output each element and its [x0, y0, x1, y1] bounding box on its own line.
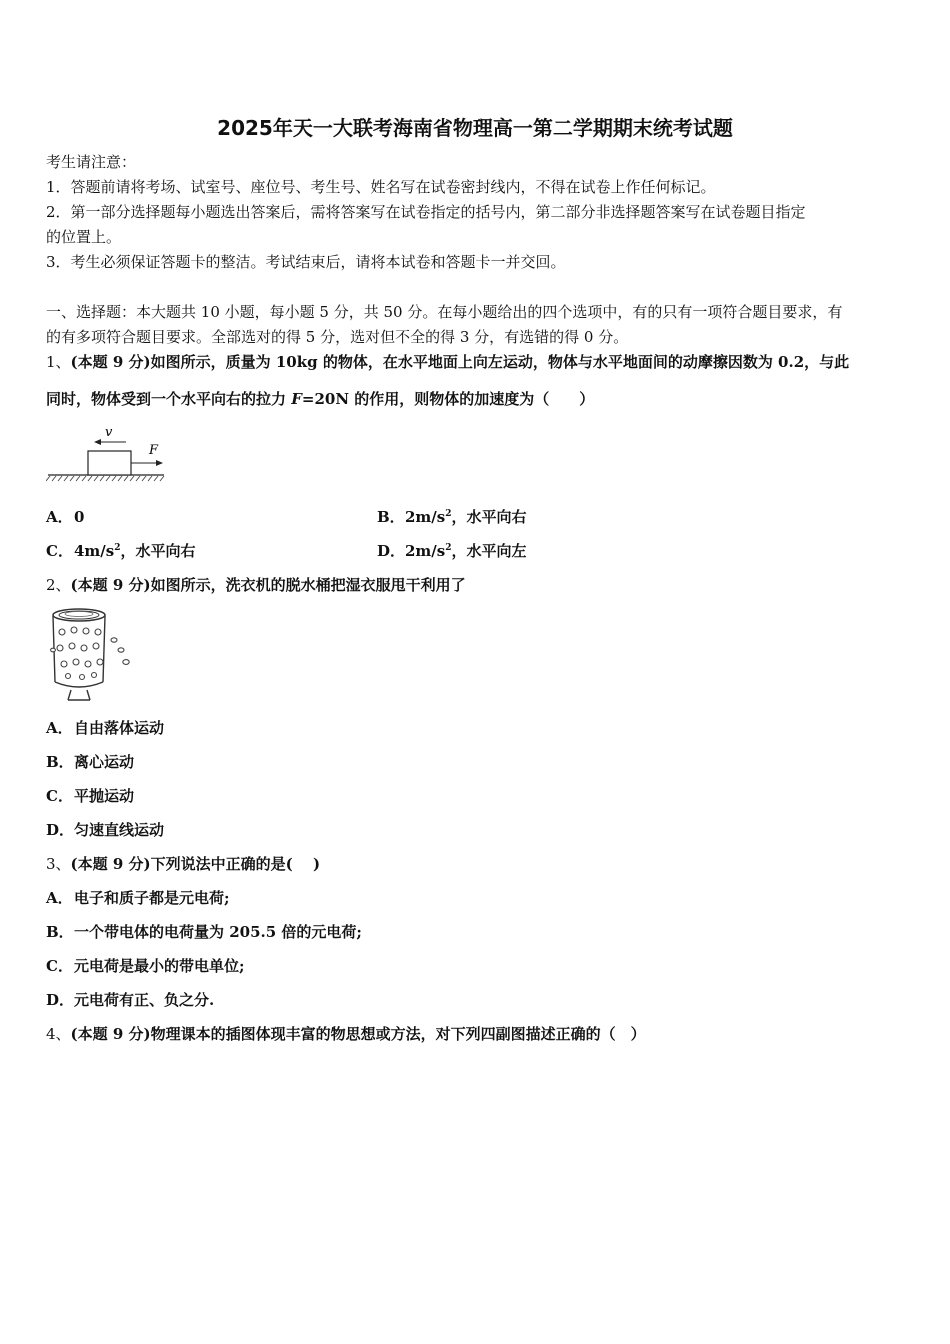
q1-option-c: C．$4m/s^2$，水平向右 — [46, 542, 196, 560]
q4-stem — [46, 1025, 908, 1043]
q3-option-b: B．一个带电体的电荷量为 205.5 倍的元电荷; — [46, 923, 362, 941]
q4-text: (本题 9 分)物理课本的插图体现丰富的物思想或方法，对下列四副图描述正确的（ ） — [70, 1025, 646, 1043]
q1-text-2a: 同时，物体受到一个水平向右的拉力 — [46, 390, 292, 408]
q1-stem-line2 — [46, 390, 908, 408]
section-intro-line1: 一、选择题：本大题共 10 小题，每小题 5 分，共 50 分。在每小题给出的四个选项中，有的只有一项符合题目要求，有 — [46, 303, 843, 321]
page-title: 2025年天一大联考海南省物理高一第二学期期末统考试题 — [217, 116, 733, 140]
q4-number: 4、 — [46, 1025, 71, 1043]
q3-stem — [46, 855, 908, 873]
q2-spin-dryer-figure — [46, 604, 138, 704]
q1-stem-line1 — [46, 353, 908, 371]
velocity-label: v — [105, 425, 113, 440]
q3-option-d: D．元电荷有正、负之分. — [46, 991, 215, 1009]
q1-text-2b: =20N 的作用，则物体的加速度为（ ） — [301, 390, 595, 408]
section-intro-line2: 的有多项符合题目要求。全部选对的得 5 分，选对但不全的得 3 分，有选错的得 0 分。 — [46, 328, 629, 346]
q1-force-symbol: F — [291, 390, 302, 408]
notice-item-1: 1．答题前请将考场、试室号、座位号、考生号、姓名写在试卷密封线内，不得在试卷上作任何标记。 — [46, 178, 716, 196]
q2-option-d: D．匀速直线运动 — [46, 821, 165, 839]
q3-option-a: A．电子和质子都是元电荷; — [46, 889, 230, 907]
q1-option-d: D．$2m/s^2$，水平向左 — [377, 542, 527, 560]
notice-heading: 考生请注意： — [46, 153, 137, 171]
notice-item-3: 3．考生必须保证答题卡的整洁。考试结束后，请将本试卷和答题卡一并交回。 — [46, 253, 566, 271]
q3-number: 3、 — [46, 855, 71, 873]
q2-option-c: C．平抛运动 — [46, 787, 135, 805]
q1-number: 1、 — [46, 353, 71, 371]
q2-option-b: B．离心运动 — [46, 753, 135, 771]
q1-block-figure — [46, 418, 168, 484]
q1-text-1: (本题 9 分)如图所示，质量为 10kg 的物体，在水平地面上向左运动，物体与水平地面间的动摩擦因数为 0.2，与此 — [70, 353, 850, 371]
block — [88, 451, 131, 475]
q1-option-b: B．$2m/s^2$，水平向右 — [377, 508, 527, 526]
q3-text: (本题 9 分)下列说法中正确的是( ) — [70, 855, 321, 873]
q2-number: 2、 — [46, 576, 71, 594]
q1-option-a: A．0 — [46, 508, 85, 526]
q2-stem — [46, 576, 908, 594]
q3-option-c: C．元电荷是最小的带电单位; — [46, 957, 245, 975]
q2-text: (本题 9 分)如图所示，洗衣机的脱水桶把湿衣服甩干利用了 — [70, 576, 466, 594]
notice-item-2: 2．第一部分选择题每小题选出答案后，需将答案写在试卷指定的括号内，第二部分非选择题答案写在试卷题目指定 — [46, 203, 806, 221]
force-label: F — [149, 443, 159, 458]
q2-option-a: A．自由落体运动 — [46, 719, 165, 737]
notice-item-2-cont: 的位置上。 — [46, 228, 122, 246]
